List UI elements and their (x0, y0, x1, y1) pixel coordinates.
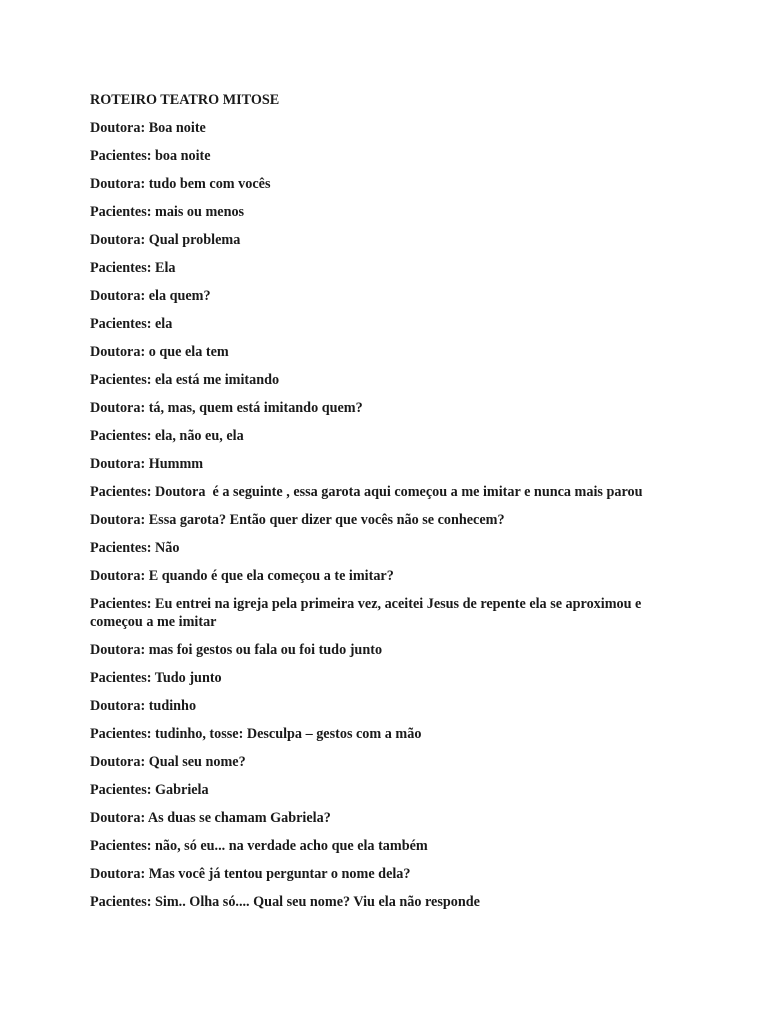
script-line: Doutora: Qual seu nome? (90, 754, 246, 770)
script-line: Doutora: Mas você já tentou perguntar o nome dela? (90, 866, 411, 882)
script-line: Doutora: mas foi gestos ou fala ou foi tudo junto (90, 642, 383, 658)
script-line: Pacientes: ela (90, 316, 173, 332)
script-line: Doutora: tá, mas, quem está imitando quem? (90, 400, 363, 416)
script-line: Doutora: tudo bem com vocês (90, 176, 271, 192)
script-line: Pacientes: boa noite (90, 148, 211, 164)
document-title: ROTEIRO TEATRO MITOSE (90, 92, 280, 108)
script-line: Doutora: Boa noite (90, 120, 206, 136)
script-line: Pacientes: Gabriela (90, 782, 209, 798)
script-line: Pacientes: Doutora é a seguinte , essa garota aqui começou a me imitar e nunca mais parou (90, 484, 643, 500)
script-line: Pacientes: Sim.. Olha só.... Qual seu nome? Viu ela não responde (90, 894, 480, 910)
script-line: Doutora: o que ela tem (90, 344, 229, 360)
script-line: Pacientes: Tudo junto (90, 670, 222, 686)
script-line: Doutora: Qual problema (90, 232, 241, 248)
script-line: Doutora: Hummm (90, 456, 204, 472)
script-line: Doutora: tudinho (90, 698, 197, 714)
script-line: Pacientes: tudinho, tosse: Desculpa – gestos com a mão (90, 726, 422, 742)
script-line: Pacientes: Eu entrei na igreja pela primeira vez, aceitei Jesus de repente ela se aproximou e começou a me imitar (90, 596, 645, 630)
script-line: Doutora: E quando é que ela começou a te imitar? (90, 568, 394, 584)
script-line: Pacientes: ela, não eu, ela (90, 428, 244, 444)
script-line: Pacientes: Não (90, 540, 180, 556)
script-line: Pacientes: ela está me imitando (90, 372, 280, 388)
script-line: Doutora: ela quem? (90, 288, 211, 304)
script-line: Pacientes: Ela (90, 260, 176, 276)
script-line: Pacientes: mais ou menos (90, 204, 245, 220)
script-line: Doutora: Essa garota? Então quer dizer que vocês não se conhecem? (90, 512, 505, 528)
script-line: Doutora: As duas se chamam Gabriela? (90, 810, 331, 826)
document-page (90, 91, 650, 921)
script-line: Pacientes: não, só eu... na verdade acho que ela também (90, 838, 428, 854)
